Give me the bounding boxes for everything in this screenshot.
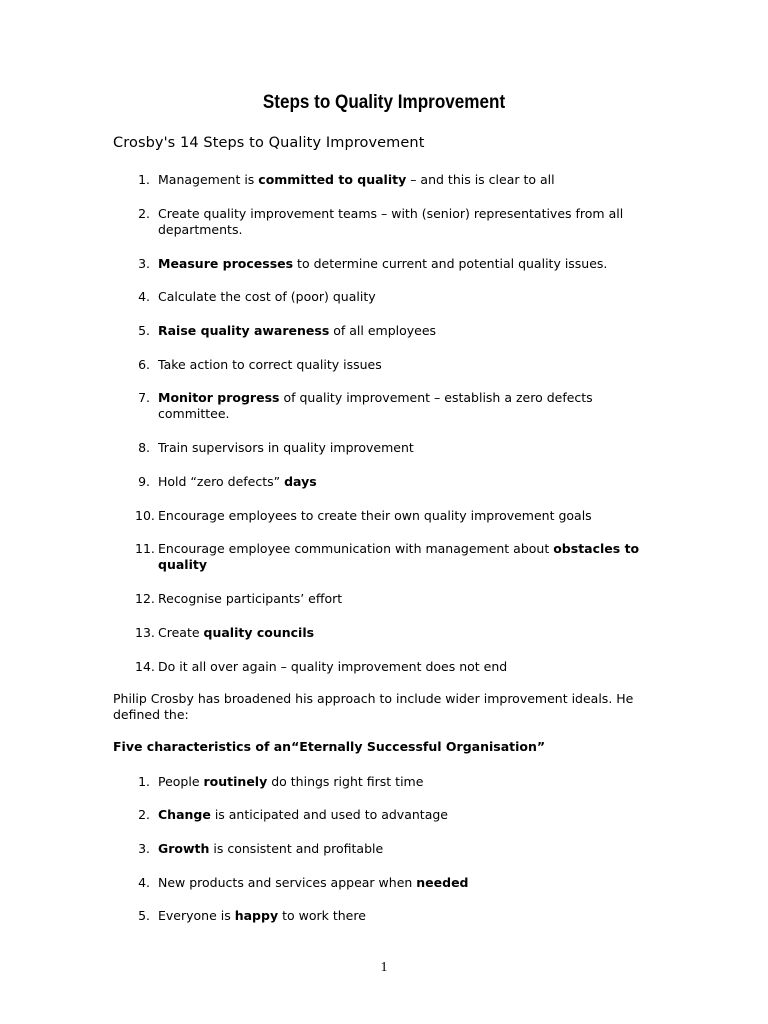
list-number: 1. <box>138 774 150 789</box>
list-item-text <box>158 841 648 857</box>
list-item-text <box>158 390 648 422</box>
list-number: 5. <box>138 323 150 338</box>
body-text: Create <box>158 625 204 640</box>
body-text: Hold “zero defects” <box>158 474 285 489</box>
body-text: – and this is clear to all <box>406 172 555 187</box>
list-item-text <box>158 807 648 823</box>
emphasis-text: Monitor progress <box>158 390 280 405</box>
list-item-text <box>158 908 648 924</box>
list-item-text <box>158 172 648 188</box>
list-number: 12. <box>135 591 155 606</box>
list-item-text <box>158 508 648 524</box>
body-text: Train supervisors in quality improvement <box>158 440 414 455</box>
page-number: 1 <box>380 960 388 975</box>
list-item-text <box>158 323 648 339</box>
emphasis-text: committed to quality <box>258 172 407 187</box>
list-item-text <box>158 625 648 641</box>
list-item-text <box>158 206 648 238</box>
list-item-text <box>158 440 648 456</box>
body-text: is anticipated and used to advantage <box>210 807 448 822</box>
intro-paragraph: Philip Crosby has broadened his approach to include wider improvement ideals. He defined the: <box>113 691 634 722</box>
list-number: 4. <box>138 289 150 304</box>
body-text: to determine current and potential quality issues. <box>293 256 608 271</box>
section-subtitle: Crosby's 14 Steps to Quality Improvement <box>113 135 425 151</box>
emphasis-text: days <box>284 474 317 489</box>
body-text: New products and services appear when <box>158 875 417 890</box>
emphasis-text: obstacles to quality <box>158 541 640 572</box>
list-number: 2. <box>138 206 150 221</box>
emphasis-text: Measure processes <box>158 256 294 271</box>
body-text: Create quality improvement teams – with (senior) representatives from all departments. <box>158 206 624 237</box>
list-number: 11. <box>135 541 155 556</box>
body-text: of quality improvement – establish a zero defects committee. <box>158 390 593 421</box>
list-item-text <box>158 474 648 490</box>
emphasis-text: quality councils <box>203 625 315 640</box>
list-item-text <box>158 541 648 573</box>
body-text: of all employees <box>329 323 437 338</box>
list-number: 8. <box>138 440 150 455</box>
emphasis-text: happy <box>234 908 279 923</box>
body-text: Encourage employee communication with management about <box>158 541 554 556</box>
list-number: 3. <box>138 841 150 856</box>
emphasis-text: routinely <box>203 774 268 789</box>
body-text: to work there <box>278 908 366 923</box>
list-item-text <box>158 591 648 607</box>
list-number: 3. <box>138 256 150 271</box>
emphasis-text: Change <box>158 807 211 822</box>
body-text: Everyone is <box>158 908 235 923</box>
list-number: 5. <box>138 908 150 923</box>
list-number: 4. <box>138 875 150 890</box>
list-number: 2. <box>138 807 150 822</box>
list-number: 10. <box>135 508 155 523</box>
page-title: Steps to Quality Improvement <box>262 92 506 113</box>
list-item-text <box>158 289 648 305</box>
list-item-text <box>158 256 648 272</box>
emphasis-text: Raise quality awareness <box>158 323 330 338</box>
body-text: Take action to correct quality issues <box>158 357 382 372</box>
list-item-text <box>158 659 648 675</box>
list-item-text <box>158 357 648 373</box>
emphasis-text: needed <box>416 875 469 890</box>
list-number: 6. <box>138 357 150 372</box>
list-number: 1. <box>138 172 150 187</box>
body-text: Do it all over again – quality improvement does not end <box>158 659 508 674</box>
list-number: 9. <box>138 474 150 489</box>
body-text: do things right first time <box>267 774 424 789</box>
body-text: People <box>158 774 204 789</box>
body-text: Encourage employees to create their own quality improvement goals <box>158 508 592 523</box>
list-item-text <box>158 774 648 790</box>
body-text: Calculate the cost of (poor) quality <box>158 289 376 304</box>
emphasis-text: Growth <box>158 841 210 856</box>
characteristics-heading: Five characteristics of an“Eternally Successful Organisation” <box>113 739 546 754</box>
list-number: 7. <box>138 390 150 405</box>
list-number: 14. <box>135 659 155 674</box>
body-text: is consistent and profitable <box>209 841 384 856</box>
body-text: Recognise participants’ effort <box>158 591 343 606</box>
body-text: Management is <box>158 172 259 187</box>
list-number: 13. <box>135 625 155 640</box>
list-item-text <box>158 875 648 891</box>
